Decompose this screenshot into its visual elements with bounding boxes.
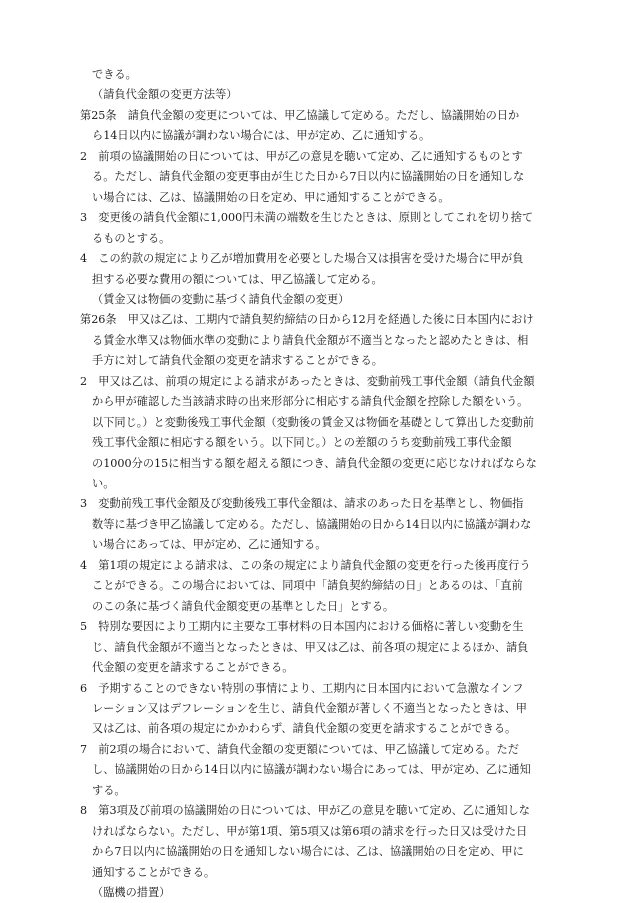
text-line: する。 [92, 784, 126, 797]
text-line: から7日以内に協議開始の日を通知しない場合には、乙は、協議開始の日を定め、甲に [92, 845, 524, 858]
numbered-item: 2 前項の協議開始の日については、甲が乙の意見を聴いて定め、乙に通知するものとす [80, 150, 523, 163]
text-line: 以下同じ。）と変動後残工事代金額（変動後の賃金又は物価を基礎として算出した変動前 [92, 416, 534, 429]
numbered-item: 3 変動前残工事代金額及び変動後残工事代金額は、請求のあった日を基準とし、物価指 [80, 497, 524, 510]
text-line: い場合には、乙は、協議開始の日を定め、甲に通知することができる。 [92, 191, 450, 204]
text-line: い。 [92, 477, 115, 490]
text-line: 残工事代金額に相応する額をいう。以下同じ。）との差額のうち変動前残工事代金額 [92, 436, 512, 449]
text-line: 数等に基づき甲乙協議して定める。ただし、協議開始の日から14日以内に協議が調わな [92, 518, 532, 531]
text-line: レーション又はデフレーションを生じ、請負代金額が著しく不適当となったときは、甲 [92, 702, 527, 715]
section-caption: （請負代金額の変更方法等） [92, 88, 238, 101]
text-line: 担する必要な費用の額については、甲乙協議して定める。 [92, 273, 383, 286]
text-line: できる。 [92, 68, 137, 81]
numbered-item: 8 第3項及び前項の協議開始の日については、甲が乙の意見を聴いて定め、乙に通知しな [80, 804, 530, 817]
numbered-item: 4 第1項の規定による請求は、この条の規定により請負代金額の変更を行った後再度行う [80, 559, 531, 572]
text-line: い場合にあっては、甲が定め、乙に通知する。 [92, 538, 327, 551]
text-line: から甲が確認した当該請求時の出来形部分に相応する請負代金額を控除した額をいう。 [92, 395, 529, 408]
text-line: るものとする。 [92, 232, 171, 245]
article-26-heading: 第26条 甲又は乙は、工期内で請負契約締結の日から12月を経過した後に日本国内におけ [80, 313, 534, 326]
numbered-item: 3 変更後の請負代金額に1,000円未満の端数を生じたときは、原則としてこれを切り捨て [80, 211, 534, 224]
text-line: 又は乙は、前各項の規定にかかわらず、請負代金額の変更を請求することができる。 [92, 722, 517, 735]
numbered-item: 2 甲又は乙は、前項の規定による請求があったときは、変動前残工事代金額（請負代金額 [80, 375, 535, 388]
text-line: ら14日以内に協議が調わない場合には、甲が定め、乙に通知する。 [92, 129, 431, 142]
section-caption: （賃金又は物価の変動に基づく請負代金額の変更） [92, 293, 350, 306]
text-line: ければならない。ただし、甲が第1項、第5項又は第6項の請求を行った日又は受けた日 [92, 825, 528, 838]
section-caption: （臨機の措置） [92, 886, 171, 899]
text-line: る賃金水準又は物価水準の変動により請負代金額が不適当となったと認めたときは、相 [92, 334, 529, 347]
text-line: 通知することができる。 [92, 866, 216, 879]
text-line: る。ただし、請負代金額の変更事由が生じた日から7日以内に協議開始の日を通知しな [92, 170, 525, 183]
text-line: のこの条に基づく請負代金額変更の基準とした日」とする。 [92, 600, 395, 613]
numbered-item: 7 前2項の場合において、請負代金額の変更額については、甲乙協議して定める。ただ [80, 743, 519, 756]
article-25-heading: 第25条 請負代金額の変更については、甲乙協議して定める。ただし、協議開始の日か [80, 109, 520, 122]
numbered-item: 5 特別な要因により工期内に主要な工事材料の日本国内における価格に著しい変動を生 [80, 620, 524, 633]
numbered-item: 4 この約款の規定により乙が増加費用を必要とした場合又は損害を受けた場合に甲が負 [80, 252, 524, 265]
text-line: し、協議開始の日から14日以内に協議が調わない場合にあっては、甲が定め、乙に通知 [92, 763, 531, 776]
text-line: じ、請負代金額が不適当となったときは、甲又は乙は、前各項の規定によるほか、請負 [92, 641, 529, 654]
text-line: 手方に対して請負代金額の変更を請求することができる。 [92, 354, 383, 367]
text-line: ことができる。この場合においては、同項中「請負契約締結の日」とあるのは、「直前 [92, 579, 523, 592]
text-line: の1000分の15に相当する額を超える額につき、請負代金額の変更に応じなければならな [92, 457, 537, 470]
text-line: 代金額の変更を請求することができる。 [92, 661, 294, 674]
numbered-item: 6 予期することのできない特別の事情により、工期内に日本国内において急激なインフ [80, 682, 524, 695]
